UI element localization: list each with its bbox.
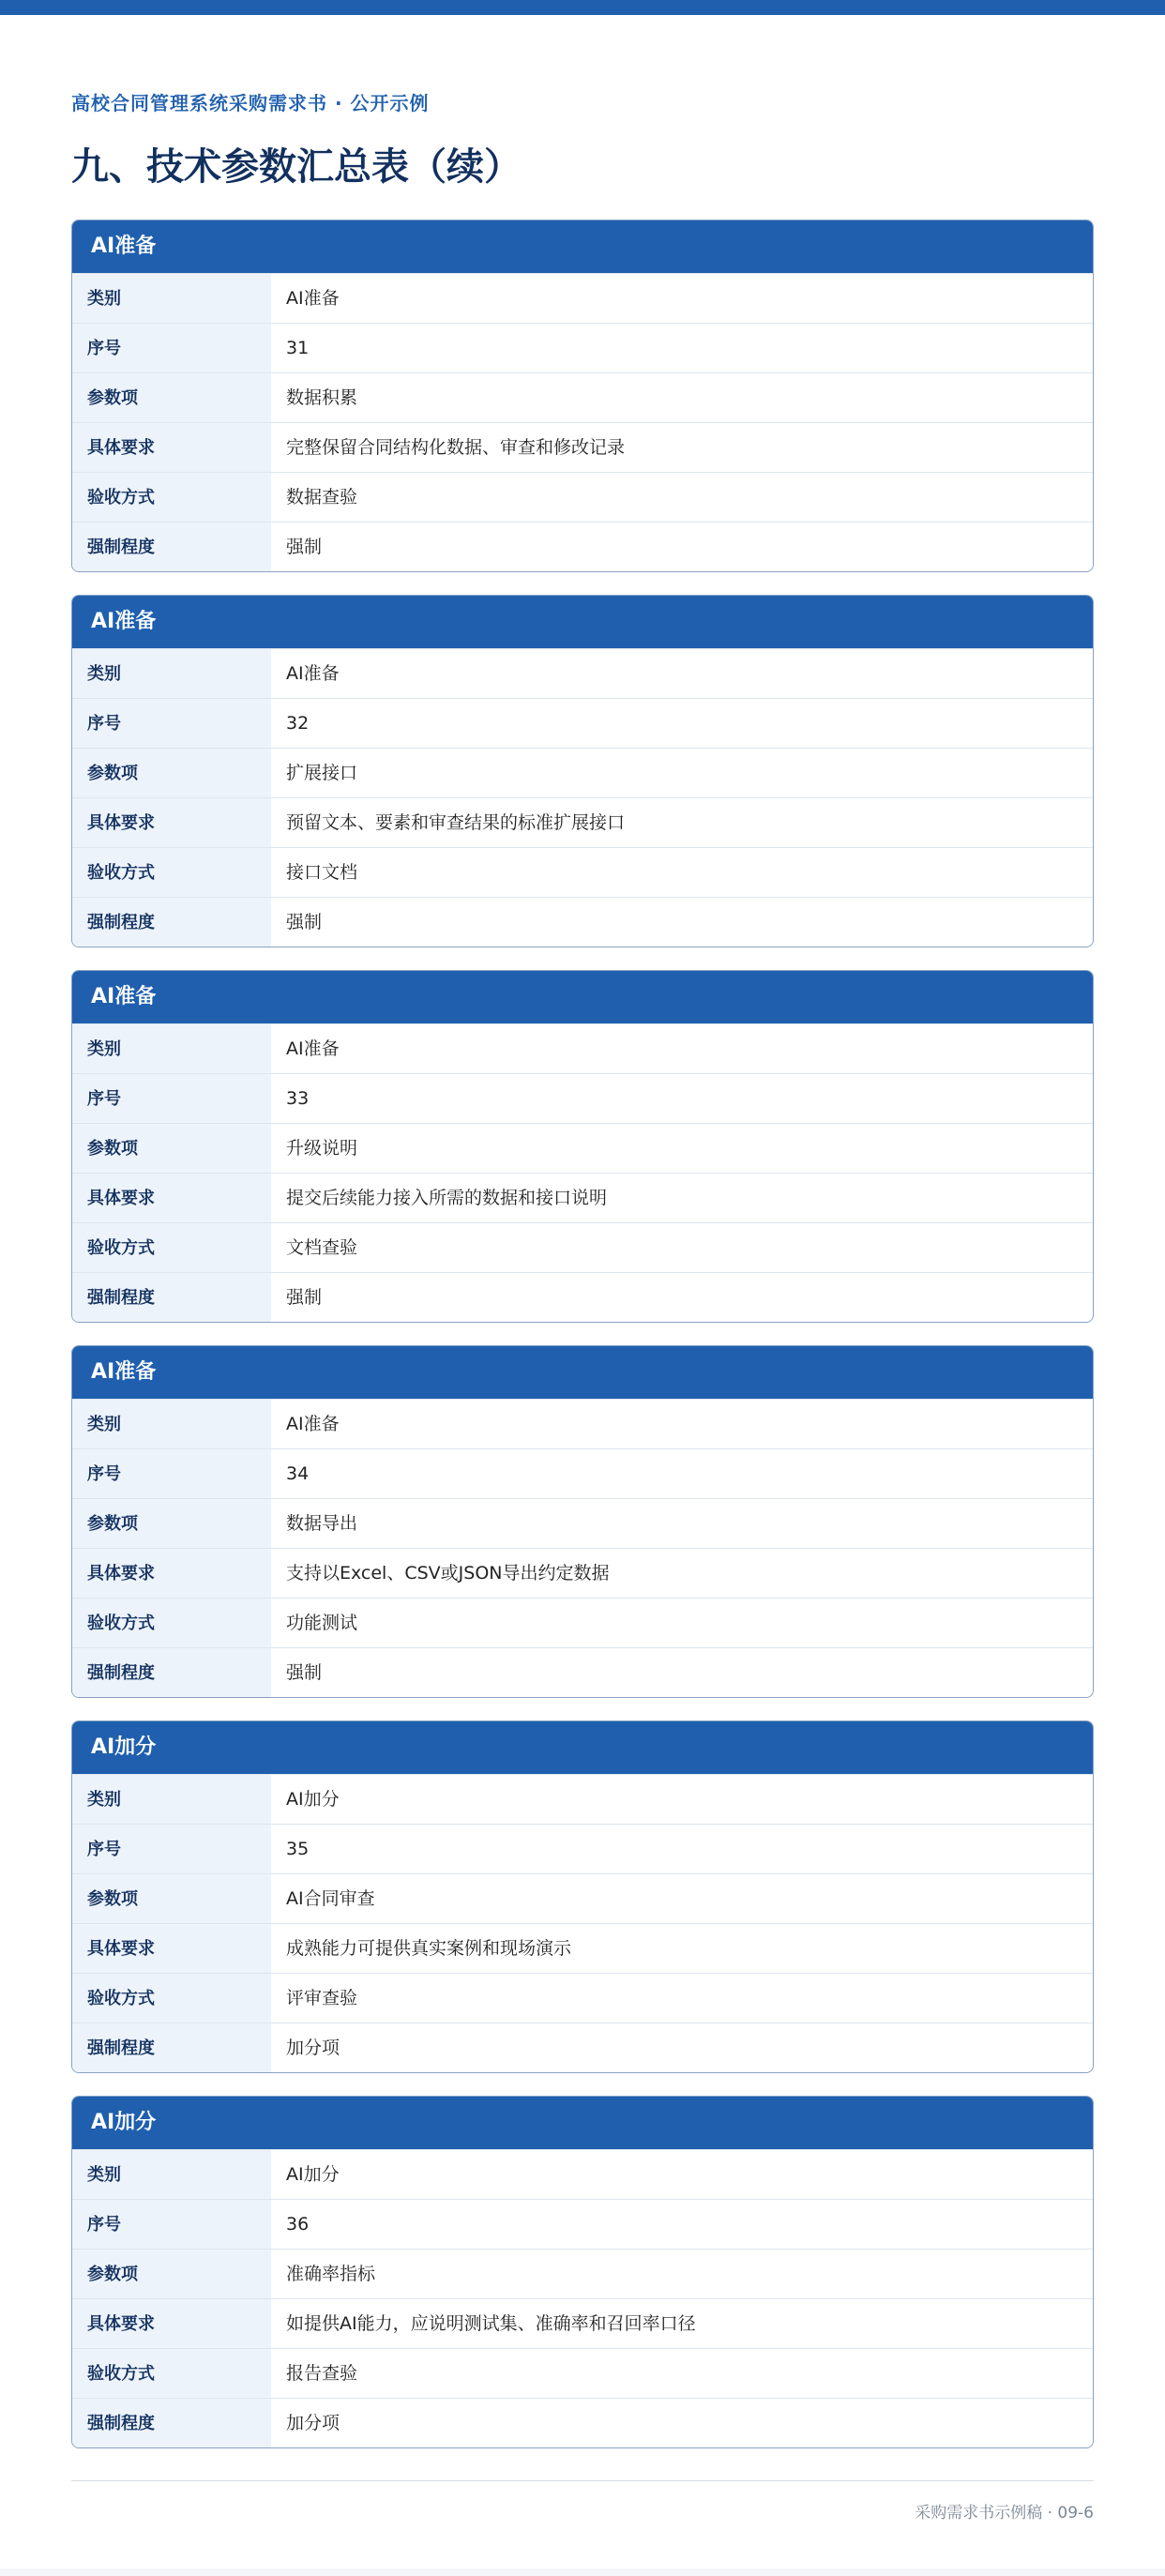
field-label-number: 序号 <box>72 324 271 372</box>
field-value-param: 数据导出 <box>286 1513 358 1534</box>
card-heading: AI准备 <box>72 1346 1093 1399</box>
table-row-requirement <box>72 1923 1093 1973</box>
table-row-number <box>72 2199 1093 2249</box>
parameter-card <box>71 970 1094 1323</box>
field-value-number: 36 <box>286 2214 310 2235</box>
page-title: 九、技术参数汇总表（续） <box>71 145 522 189</box>
field-value-category: AI加分 <box>286 2164 340 2185</box>
parameter-card <box>71 1720 1094 2073</box>
parameter-card <box>71 2096 1094 2448</box>
field-label-number: 序号 <box>72 699 271 748</box>
table-row-param <box>72 372 1093 422</box>
table-row-requirement <box>72 2298 1093 2348</box>
field-label-category: 类别 <box>72 274 271 323</box>
field-value-param: AI合同审查 <box>286 1888 375 1909</box>
table-row-acceptance <box>72 1222 1093 1272</box>
field-value-acceptance: 报告查验 <box>286 2363 358 2384</box>
table-row-param <box>72 2249 1093 2298</box>
field-value-requirement: 预留文本、要素和审查结果的标准扩展接口 <box>286 812 626 833</box>
parameter-card <box>71 595 1094 947</box>
table-row-number <box>72 1824 1093 1873</box>
field-value-category: AI准备 <box>286 1414 340 1434</box>
field-label-level: 强制程度 <box>72 898 271 947</box>
table-row-category <box>72 1774 1093 1824</box>
table-row-category <box>72 2149 1093 2199</box>
field-label-acceptance: 验收方式 <box>72 2349 271 2398</box>
field-label-requirement: 具体要求 <box>72 2299 271 2348</box>
field-label-requirement: 具体要求 <box>72 1924 271 1973</box>
table-row-acceptance <box>72 472 1093 522</box>
field-label-number: 序号 <box>72 1449 271 1498</box>
top-accent-bar <box>0 0 1165 15</box>
field-label-number: 序号 <box>72 2200 271 2249</box>
table-row-level <box>72 522 1093 571</box>
table-row-category <box>72 273 1093 323</box>
field-value-level: 强制 <box>286 1287 323 1308</box>
field-value-acceptance: 文档查验 <box>286 1237 358 1258</box>
field-label-category: 类别 <box>72 1400 271 1448</box>
table-row-number <box>72 698 1093 748</box>
field-label-acceptance: 验收方式 <box>72 1974 271 2023</box>
field-label-category: 类别 <box>72 2150 271 2199</box>
parameter-card-list <box>71 220 1094 2471</box>
field-label-requirement: 具体要求 <box>72 798 271 847</box>
table-row-param <box>72 1873 1093 1923</box>
field-value-number: 34 <box>286 1463 310 1484</box>
field-value-param: 准确率指标 <box>286 2264 376 2284</box>
field-value-level: 强制 <box>286 912 323 932</box>
field-value-requirement: 成熟能力可提供真实案例和现场演示 <box>286 1938 572 1959</box>
field-value-category: AI加分 <box>286 1789 340 1810</box>
field-label-requirement: 具体要求 <box>72 423 271 472</box>
field-value-requirement: 提交后续能力接入所需的数据和接口说明 <box>286 1188 608 1208</box>
table-row-level <box>72 2023 1093 2072</box>
field-value-param: 数据积累 <box>286 387 358 408</box>
field-label-param: 参数项 <box>72 749 271 797</box>
field-value-param: 扩展接口 <box>286 763 358 783</box>
bottom-band <box>0 2568 1165 2576</box>
field-value-requirement: 如提供AI能力，应说明测试集、准确率和召回率口径 <box>286 2313 696 2334</box>
page-footer: 采购需求书示例稿 · 09-6 <box>915 2504 1094 2523</box>
field-label-category: 类别 <box>72 1024 271 1073</box>
table-row-requirement <box>72 797 1093 847</box>
field-value-level: 强制 <box>286 537 323 557</box>
field-value-acceptance: 数据查验 <box>286 487 358 508</box>
field-value-number: 31 <box>286 338 310 358</box>
table-row-acceptance <box>72 847 1093 897</box>
field-value-acceptance: 评审查验 <box>286 1988 358 2008</box>
field-value-param: 升级说明 <box>286 1138 358 1159</box>
field-label-category: 类别 <box>72 1775 271 1824</box>
field-label-param: 参数项 <box>72 1874 271 1923</box>
field-value-number: 33 <box>286 1088 310 1109</box>
field-value-level: 加分项 <box>286 2038 340 2058</box>
field-value-number: 35 <box>286 1839 310 1859</box>
table-row-acceptance <box>72 2348 1093 2398</box>
table-row-param <box>72 748 1093 797</box>
table-row-level <box>72 2398 1093 2447</box>
field-value-category: AI准备 <box>286 1038 340 1059</box>
table-row-category <box>72 1399 1093 1448</box>
field-value-category: AI准备 <box>286 288 340 309</box>
table-row-acceptance <box>72 1598 1093 1647</box>
field-label-level: 强制程度 <box>72 2399 271 2447</box>
table-row-requirement <box>72 1173 1093 1222</box>
table-row-level <box>72 1647 1093 1697</box>
field-label-acceptance: 验收方式 <box>72 473 271 522</box>
field-value-number: 32 <box>286 713 310 734</box>
parameter-card <box>71 220 1094 572</box>
table-row-category <box>72 648 1093 698</box>
field-label-number: 序号 <box>72 1825 271 1873</box>
parameter-card <box>71 1345 1094 1698</box>
table-row-number <box>72 1073 1093 1123</box>
field-label-param: 参数项 <box>72 2250 271 2298</box>
table-row-requirement <box>72 422 1093 472</box>
field-label-level: 强制程度 <box>72 2023 271 2072</box>
field-value-level: 强制 <box>286 1662 323 1683</box>
field-value-acceptance: 接口文档 <box>286 862 358 883</box>
field-label-param: 参数项 <box>72 1499 271 1548</box>
table-row-category <box>72 1023 1093 1073</box>
card-heading: AI准备 <box>72 596 1093 648</box>
field-label-level: 强制程度 <box>72 1648 271 1697</box>
field-value-acceptance: 功能测试 <box>286 1613 358 1633</box>
field-label-level: 强制程度 <box>72 523 271 571</box>
field-label-acceptance: 验收方式 <box>72 1223 271 1272</box>
field-label-param: 参数项 <box>72 1124 271 1173</box>
card-heading: AI加分 <box>72 1721 1093 1774</box>
card-heading: AI准备 <box>72 971 1093 1023</box>
field-label-level: 强制程度 <box>72 1273 271 1322</box>
card-heading: AI准备 <box>72 220 1093 273</box>
table-row-param <box>72 1123 1093 1173</box>
field-value-category: AI准备 <box>286 663 340 684</box>
field-label-acceptance: 验收方式 <box>72 848 271 897</box>
field-value-level: 加分项 <box>286 2413 340 2433</box>
field-label-category: 类别 <box>72 649 271 698</box>
table-row-acceptance <box>72 1973 1093 2023</box>
field-label-requirement: 具体要求 <box>72 1549 271 1598</box>
table-row-requirement <box>72 1548 1093 1598</box>
card-heading: AI加分 <box>72 2097 1093 2149</box>
document-eyebrow: 高校合同管理系统采购需求书 · 公开示例 <box>71 92 430 114</box>
footer-divider <box>71 2480 1094 2481</box>
field-value-requirement: 完整保留合同结构化数据、审查和修改记录 <box>286 437 626 458</box>
field-label-acceptance: 验收方式 <box>72 1599 271 1647</box>
table-row-level <box>72 1272 1093 1322</box>
table-row-param <box>72 1498 1093 1548</box>
table-row-number <box>72 323 1093 372</box>
table-row-level <box>72 897 1093 947</box>
field-value-requirement: 支持以Excel、CSV或JSON导出约定数据 <box>286 1563 610 1583</box>
field-label-param: 参数项 <box>72 373 271 422</box>
field-label-number: 序号 <box>72 1074 271 1123</box>
field-label-requirement: 具体要求 <box>72 1174 271 1222</box>
table-row-number <box>72 1448 1093 1498</box>
